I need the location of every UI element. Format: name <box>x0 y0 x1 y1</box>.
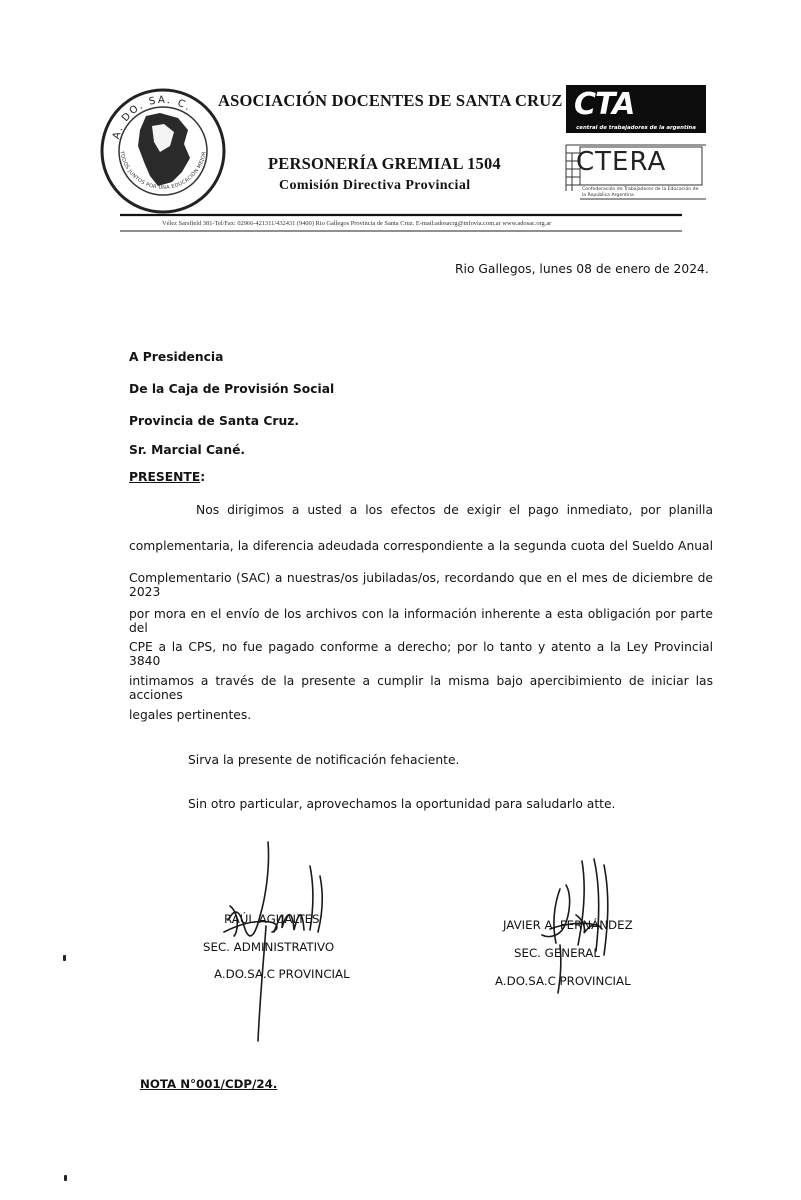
left-signer-title: SEC. ADMINISTRATIVO <box>203 940 335 954</box>
org-name: ASOCIACIÓN DOCENTES DE SANTA CRUZ <box>218 91 563 110</box>
paragraph-line: legales pertinentes. <box>129 708 252 722</box>
paragraph-line: por mora en el envío de los archivos con la información inherente a esta obligación por parte del <box>129 607 713 635</box>
addressee-line: De la Caja de Provisión Social <box>129 382 335 396</box>
addressee-line: A Presidencia <box>129 350 224 364</box>
date-line: Rio Gallegos, lunes 08 de enero de 2024. <box>455 262 709 276</box>
adosac-seal-logo <box>98 86 228 216</box>
contact-text: Vélez Sarsfield 381-Tel/Fax: 02966-421311/432431 (9400) Rio Gallegos Provincia de Santa Cruz. E-mail:adosacrg@infovia.com.ar www.adosac.org.ar <box>162 220 552 227</box>
paragraph-line: complementaria, la diferencia adeudada correspondiente a la segunda cuota del Sueldo Anual <box>129 539 713 553</box>
closing-paragraph: Sin otro particular, aprovechamos la oportunidad para saludarlo atte. <box>188 797 616 811</box>
notification-paragraph: Sirva la presente de notificación fehaciente. <box>188 753 460 767</box>
paragraph-line: Nos dirigimos a usted a los efectos de exigir el pago inmediato, por planilla <box>196 503 713 517</box>
scan-speck <box>63 955 66 961</box>
salutation-block <box>129 470 205 484</box>
ctera-caption: Confederación de Trabajadores de la Educación de la República Argentina <box>582 187 699 198</box>
left-signer-name: RAÚL AGUALTES <box>224 912 320 926</box>
contact-line <box>120 211 682 233</box>
cta-logo <box>566 85 706 133</box>
scan-speck <box>64 1175 67 1181</box>
paragraph-line: Complementario (SAC) a nuestras/os jubiladas/os, recordando que en el mes de diciembre de 2023 <box>129 571 713 599</box>
cta-logo-text: CTA <box>574 87 635 122</box>
right-signer-name: JAVIER A. FERNÁNDEZ <box>503 918 633 932</box>
nota-number: NOTA N°001/CDP/24. <box>140 1077 278 1091</box>
paragraph-line: intimamos a través de la presente a cumplir la misma bajo apercibimiento de iniciar las acciones <box>129 674 713 702</box>
addressee-line: Sr. Marcial Cané. <box>129 443 246 457</box>
cta-tagline: central de trabajadores de la argentina <box>576 125 696 131</box>
right-signer-title: SEC. GENERAL <box>514 946 600 960</box>
left-signer-org: A.DO.SA.C PROVINCIAL <box>214 967 350 981</box>
ctera-logo-text: CTERA <box>576 147 667 177</box>
comision-directiva: Comisión Directiva Provincial <box>279 178 471 193</box>
seal-motto: TODOS JUNTOS POR UNA EDUCACIÓN MEJOR <box>118 150 208 192</box>
addressee-line: Provincia de Santa Cruz. <box>129 414 300 428</box>
seal-text: A. DO. SA. C. <box>110 94 194 141</box>
salutation-colon: : <box>200 470 206 484</box>
paragraph-line: CPE a la CPS, no fue pagado conforme a derecho; por lo tanto y atento a la Ley Provincial 3840 <box>129 640 713 668</box>
ctera-logo <box>564 139 708 204</box>
right-signer-org: A.DO.SA.C PROVINCIAL <box>495 974 631 988</box>
salutation: PRESENTE <box>129 470 201 484</box>
personeria-gremial: PERSONERÍA GREMIAL 1504 <box>268 154 501 173</box>
